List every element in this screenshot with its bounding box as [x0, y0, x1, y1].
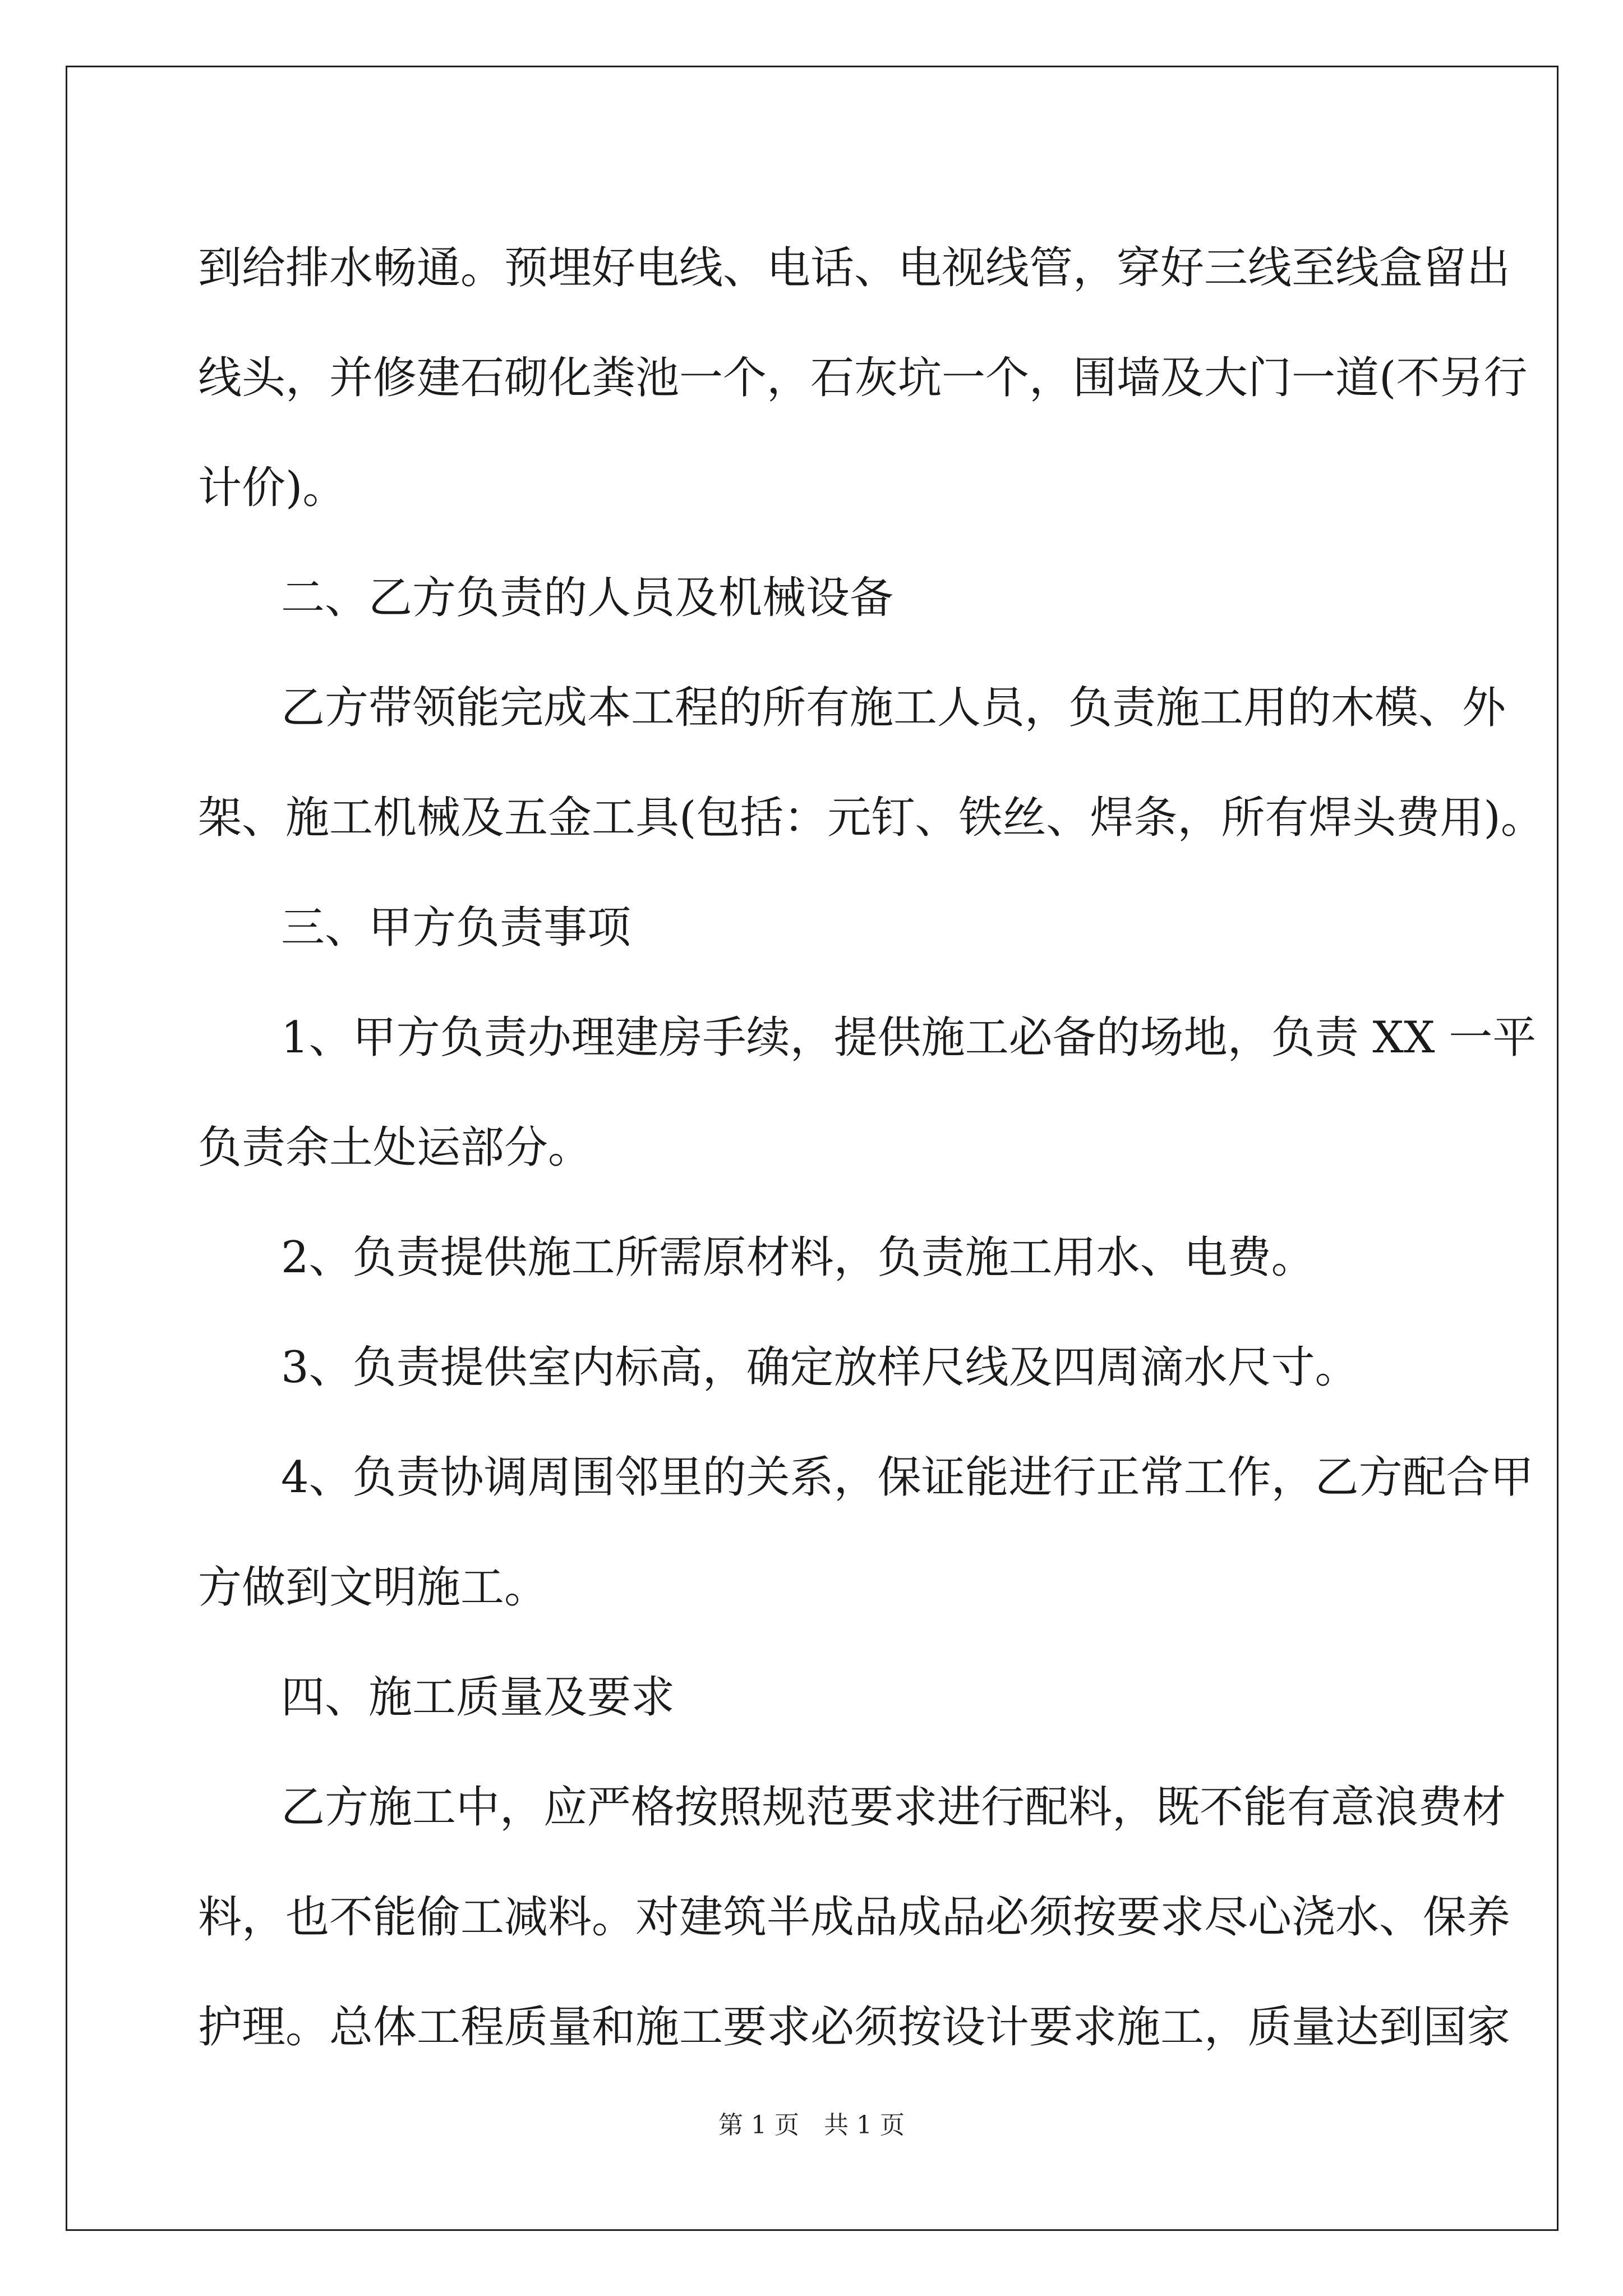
section-heading: 四、施工质量及要求 — [281, 1672, 675, 1723]
page-number-footer: 第 1 页 共 1 页 — [718, 2111, 905, 2139]
text-line: 线头，并修建石砌化粪池一个，石灰坑一个，围墙及大门一道(不另行 — [198, 353, 1528, 403]
section-heading: 二、乙方负责的人员及机械设备 — [281, 573, 894, 623]
text-line: 乙方带领能完成本工程的所有施工人员，负责施工用的木模、外 — [281, 683, 1506, 733]
text-line: 乙方施工中，应严格按照规范要求进行配料，既不能有意浪费材 — [281, 1782, 1506, 1833]
section-heading: 三、甲方负责事项 — [281, 903, 631, 953]
text-line: 方做到文明施工。 — [198, 1562, 548, 1613]
list-item: 4、负责协调周围邻里的关系，保证能进行正常工作，乙方配合甲 — [281, 1452, 1534, 1503]
list-item: 1、甲方负责办理建房手续，提供施工必备的场地，负责 XX 一平 — [281, 1013, 1537, 1063]
text-line: 计价)。 — [198, 463, 347, 513]
list-item: 3、负责提供室内标高，确定放样尺线及四周滴水尺寸。 — [281, 1342, 1359, 1393]
document-body — [198, 213, 1544, 2082]
text-line: 负责余土处运部分。 — [198, 1122, 592, 1173]
list-item: 2、负责提供施工所需原材料，负责施工用水、电费。 — [281, 1232, 1315, 1283]
text-line: 护理。总体工程质量和施工要求必须按设计要求施工，质量达到国家 — [198, 2002, 1511, 2053]
text-line: 架、施工机械及五金工具(包括：元钉、铁丝、焊条，所有焊头费用)。 — [198, 793, 1544, 843]
text-line: 到给排水畅通。预埋好电线、电话、电视线管，穿好三线至线盒留出 — [198, 243, 1511, 293]
text-line: 料，也不能偷工减料。对建筑半成品成品必须按要求尽心浇水、保养 — [198, 1892, 1511, 1943]
